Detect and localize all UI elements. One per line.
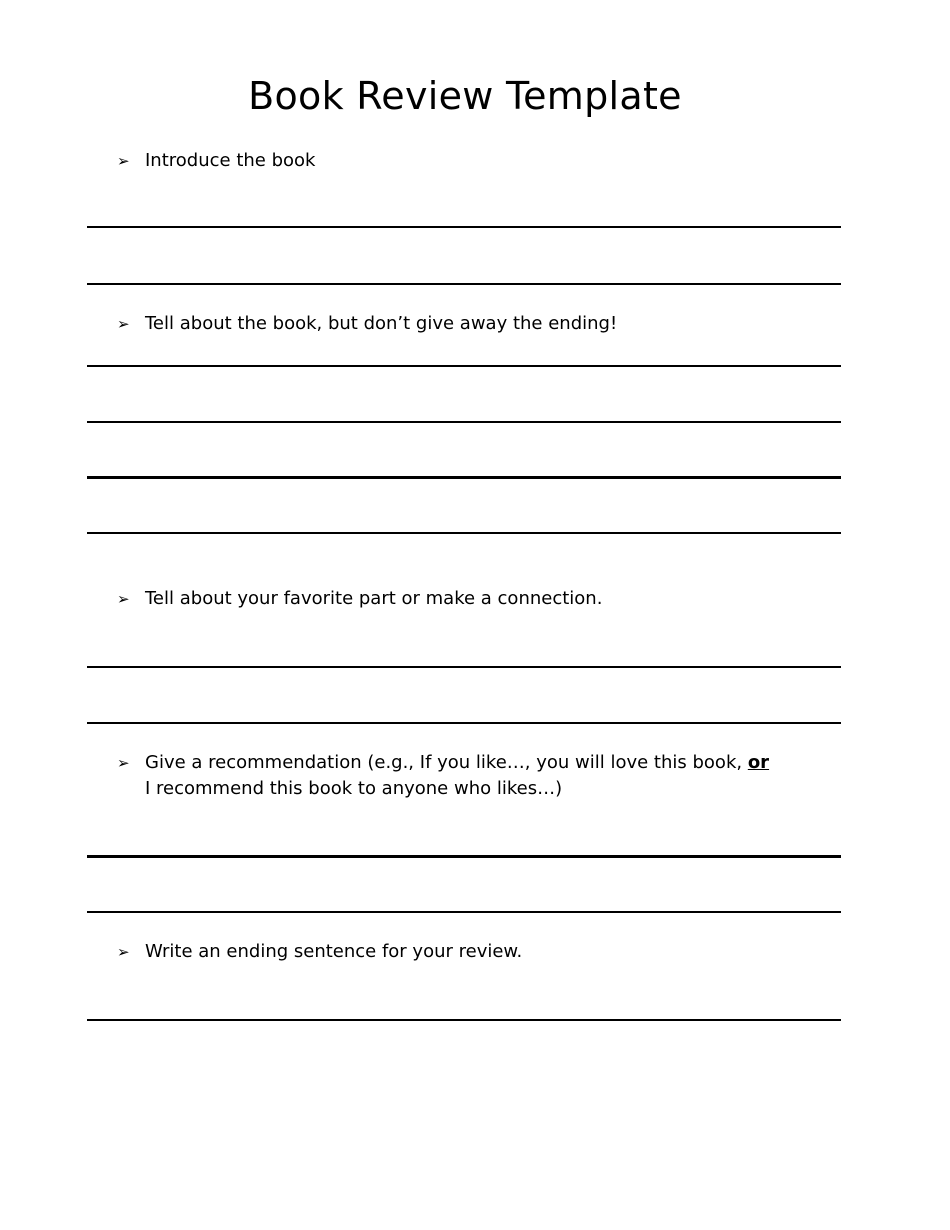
prompt-text <box>145 750 777 802</box>
writing-line[interactable] <box>87 283 841 285</box>
writing-line[interactable] <box>87 365 841 367</box>
writing-line[interactable] <box>87 532 841 534</box>
arrow-bullet-icon: ➢ <box>117 315 130 333</box>
arrow-bullet-icon: ➢ <box>117 943 130 961</box>
prompt-text: Introduce the book <box>145 150 316 171</box>
writing-line[interactable] <box>87 722 841 724</box>
prompt-text: Write an ending sentence for your review. <box>145 941 523 962</box>
prompt-introduce-book <box>117 148 777 174</box>
prompt-favorite-part <box>117 586 777 612</box>
writing-line[interactable] <box>87 476 841 479</box>
arrow-bullet-icon: ➢ <box>117 754 130 772</box>
prompt-text: Tell about your favorite part or make a connection. <box>145 588 603 609</box>
writing-line[interactable] <box>87 855 841 858</box>
writing-line[interactable] <box>87 421 841 423</box>
emphasis-or: or <box>747 752 770 773</box>
page-title: Book Review Template <box>248 74 682 118</box>
prompt-tell-about-book <box>117 311 777 337</box>
prompt-text-part: I recommend this book to anyone who likes…) <box>145 778 563 799</box>
prompt-ending-sentence <box>117 939 777 965</box>
writing-line[interactable] <box>87 1019 841 1021</box>
writing-line[interactable] <box>87 911 841 913</box>
prompt-text-part: Give a recommendation (e.g., If you like…, you will love this book, <box>145 752 748 773</box>
arrow-bullet-icon: ➢ <box>117 590 130 608</box>
arrow-bullet-icon: ➢ <box>117 152 130 170</box>
writing-line[interactable] <box>87 666 841 668</box>
prompt-text: Tell about the book, but don’t give away the ending! <box>145 313 618 334</box>
prompt-recommendation <box>117 750 777 802</box>
writing-line[interactable] <box>87 226 841 228</box>
